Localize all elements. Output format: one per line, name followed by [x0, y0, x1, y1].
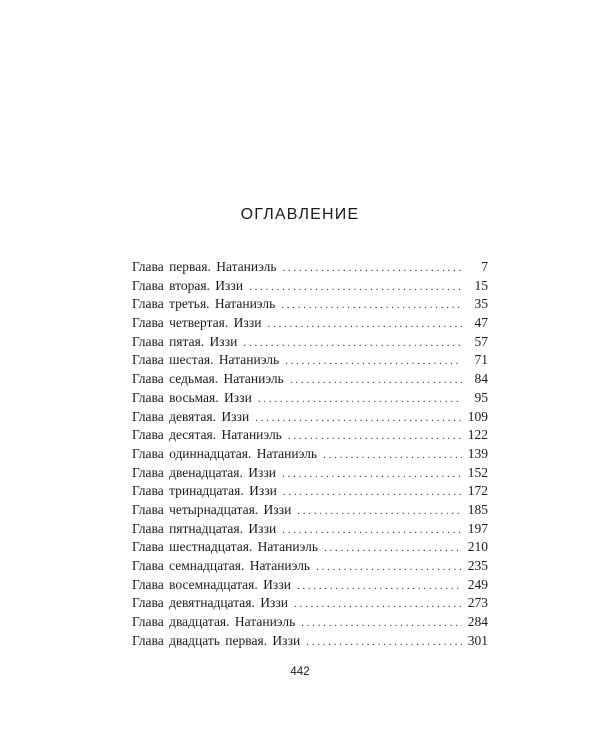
- dot-leader: [267, 315, 462, 334]
- dot-leader: [316, 558, 462, 577]
- table-of-contents: [132, 258, 488, 650]
- toc-entry: [132, 538, 488, 557]
- page-number: 301: [467, 632, 488, 648]
- page-number: 7: [481, 259, 488, 274]
- dot-leader: [258, 390, 462, 409]
- chapter-title: Глава десятая. Натаниэль: [132, 427, 282, 443]
- dot-leader: [255, 409, 462, 428]
- page-number: 47: [474, 315, 488, 331]
- toc-entry: [132, 501, 488, 520]
- toc-entry: [132, 426, 488, 445]
- page-number: 95: [474, 389, 488, 405]
- chapter-title: Глава одиннадцатая. Натаниэль: [132, 445, 318, 461]
- chapter-title: Глава вторая. Иззи: [132, 277, 244, 293]
- toc-entry: [132, 408, 488, 427]
- chapter-title: Глава шестая. Натаниэль: [132, 352, 280, 368]
- chapter-title: Глава девятнадцатая. Иззи: [132, 595, 289, 611]
- page-number: 284: [467, 614, 488, 630]
- chapter-title: Глава четвертая. Иззи: [132, 315, 262, 331]
- toc-entry: [132, 295, 488, 314]
- page-number: 273: [467, 595, 488, 611]
- chapter-title: Глава четырнадцатая. Иззи: [132, 501, 292, 517]
- toc-entry: [132, 333, 488, 352]
- toc-heading: ОГЛАВЛЕНИЕ: [240, 206, 360, 223]
- chapter-title: Глава двадцать первая. Иззи: [132, 632, 301, 648]
- chapter-title: Глава третья. Натаниэль: [132, 296, 276, 312]
- chapter-title: Глава пятнадцатая. Иззи: [132, 520, 277, 536]
- dot-leader: [324, 539, 462, 558]
- page-number: 139: [467, 445, 488, 461]
- toc-entry: [132, 464, 488, 483]
- page-number: 235: [467, 558, 488, 573]
- dot-leader: [283, 259, 462, 278]
- dot-leader: [290, 371, 462, 390]
- page-number: 122: [467, 427, 488, 443]
- toc-entry: [132, 445, 488, 464]
- toc-entry: [132, 370, 488, 389]
- dot-leader: [249, 278, 462, 297]
- page-number: 57: [474, 333, 488, 349]
- page-number: 84: [474, 371, 488, 387]
- chapter-title: Глава пятая. Иззи: [132, 333, 238, 349]
- chapter-title: Глава семнадцатая. Натаниэль: [132, 558, 311, 573]
- page-number: 249: [467, 576, 488, 592]
- page-folio-number: 442: [290, 666, 310, 678]
- page-number: 172: [467, 483, 488, 499]
- toc-entry: [132, 482, 488, 501]
- dot-leader: [281, 296, 462, 315]
- dot-leader: [285, 352, 462, 371]
- toc-entry: [132, 576, 488, 595]
- page-number: 185: [467, 501, 488, 517]
- toc-entry: [132, 613, 488, 632]
- dot-leader: [283, 483, 462, 502]
- page-number: 109: [467, 408, 488, 424]
- chapter-title: Глава тринадцатая. Иззи: [132, 483, 277, 499]
- page-number: 15: [474, 277, 488, 293]
- toc-entry: [132, 520, 488, 539]
- page-number: 197: [467, 520, 488, 536]
- dot-leader: [306, 633, 462, 652]
- chapter-title: Глава восемнадцатая. Иззи: [132, 576, 291, 592]
- chapter-title: Глава девятая. Иззи: [132, 408, 250, 424]
- dot-leader: [282, 521, 462, 540]
- toc-entry: [132, 389, 488, 408]
- toc-entry: [132, 557, 488, 576]
- chapter-title: Глава двенадцатая. Иззи: [132, 464, 277, 480]
- page-number: 152: [467, 464, 488, 480]
- dot-leader: [288, 427, 462, 446]
- toc-entry: [132, 632, 488, 651]
- dot-leader: [323, 446, 462, 465]
- toc-entry: [132, 258, 488, 277]
- dot-leader: [282, 465, 462, 484]
- dot-leader: [294, 595, 462, 614]
- dot-leader: [301, 614, 462, 633]
- chapter-title: Глава двадцатая. Натаниэль: [132, 614, 296, 630]
- toc-entry: [132, 277, 488, 296]
- toc-entry: [132, 594, 488, 613]
- chapter-title: Глава седьмая. Натаниэль: [132, 371, 284, 387]
- page-number: 35: [474, 296, 488, 312]
- page-number: 210: [467, 539, 488, 555]
- dot-leader: [297, 577, 462, 596]
- chapter-title: Глава первая. Натаниэль: [132, 259, 277, 274]
- page-number: 71: [474, 352, 488, 368]
- toc-entry: [132, 314, 488, 333]
- dot-leader: [243, 334, 462, 353]
- chapter-title: Глава шестнадцатая. Натаниэль: [132, 539, 319, 555]
- toc-entry: [132, 351, 488, 370]
- dot-leader: [297, 502, 462, 521]
- chapter-title: Глава восьмая. Иззи: [132, 389, 252, 405]
